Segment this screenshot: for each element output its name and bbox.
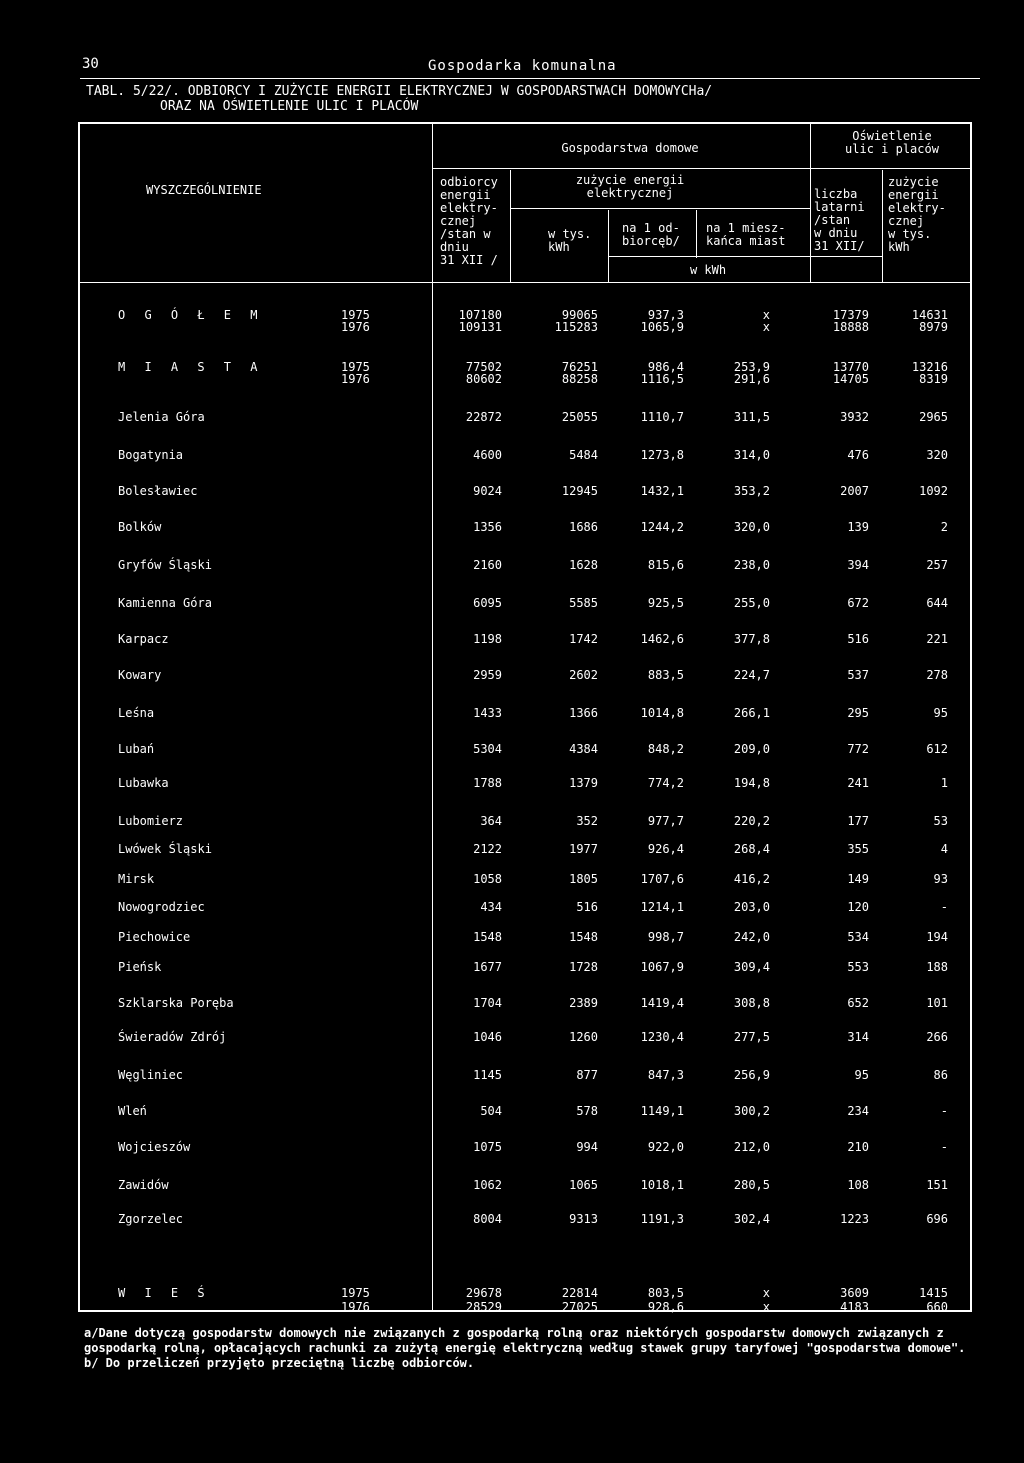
cell-per-resident-kwh: x [762,320,770,334]
table-caption [86,84,712,114]
cell-per-resident-kwh: 242,0 [733,930,770,944]
cell-consumers: 364 [480,814,502,828]
cell-consumers: 6095 [473,596,502,610]
cell-lamps: 652 [847,996,869,1010]
cell-per-consumer-kwh: 937,3 [647,308,684,322]
cell-per-consumer-kwh: 1244,2 [640,520,684,534]
cell-consumption-thousand-kwh: 27025 [561,1300,598,1314]
table-row [0,448,1024,463]
cell-consumption-thousand-kwh: 516 [576,900,598,914]
cell-per-consumer-kwh: 848,2 [647,742,684,756]
cell-per-consumer-kwh: 1214,1 [640,900,684,914]
cell-per-resident-kwh: 220,2 [733,814,770,828]
cell-lamps: 772 [847,742,869,756]
cell-lamps: 139 [847,520,869,534]
row-name: Wojcieszów [118,1140,191,1154]
row-name: Kamienna Góra [118,596,212,610]
cell-lighting-consumption: - [940,900,948,914]
cell-lighting-consumption: 188 [926,960,948,974]
cell-lamps: 537 [847,668,869,682]
header-consumption: zużycie energii elektrycznej [575,173,685,200]
header-rule [80,78,980,79]
cell-per-resident-kwh: 203,0 [733,900,770,914]
cell-per-resident-kwh: 353,2 [733,484,770,498]
cell-lamps: 210 [847,1140,869,1154]
cell-per-consumer-kwh: 925,5 [647,596,684,610]
row-name: Nowogrodziec [118,900,205,914]
cell-consumers: 1046 [473,1030,502,1044]
cell-per-consumer-kwh: 926,4 [647,842,684,856]
header-per-resident: na 1 miesz- kańca miast [706,221,786,248]
cell-lamps: 476 [847,448,869,462]
row-name: Pieńsk [118,960,162,974]
row-name: Lubomierz [118,814,184,828]
table-row [0,1286,1024,1301]
header-thousand-kwh: w tys. kWh [548,227,592,254]
cell-per-resident-kwh: 291,6 [733,372,770,386]
header-in-kwh: w kWh [689,263,727,277]
cell-per-resident-kwh: 238,0 [733,558,770,572]
row-name: Lubań [118,742,155,756]
cell-lamps: 95 [854,1068,869,1082]
cell-consumption-thousand-kwh: 12945 [561,484,598,498]
row-year: 1976 [341,320,370,334]
row-name: Bolków [118,520,162,534]
cell-per-resident-kwh: x [762,1300,770,1314]
cell-consumers: 1145 [473,1068,502,1082]
table-row [0,1030,1024,1045]
cell-consumption-thousand-kwh: 76251 [561,360,598,374]
table-row [0,668,1024,683]
cell-per-resident-kwh: 416,2 [733,872,770,886]
table-row [0,742,1024,757]
cell-consumers: 1548 [473,930,502,944]
table-row [0,596,1024,611]
header-lighting-consumption: zużycie energii elektry- cznej w tys. kWh [888,175,946,254]
footnote: a/Dane dotyczą gospodarstw domowych nie związanych z gospodarką rolną oraz niektórych gospodarstw domowych związanych z gospodarką rolną, opłacających rachunki za zużytą energię elektryczną według stawek grupy taryfowej "gospodarstwa domowe". b/ Do przeliczeń przyjęto przeciętną liczbę odbiorców. [84,1326,966,1370]
row-name: Bolesławiec [118,484,198,498]
cell-consumers: 504 [480,1104,502,1118]
header-households: Gospodarstwa domowe [561,141,699,155]
cell-consumers: 80602 [465,372,502,386]
table-row [0,632,1024,647]
header-hline-bottom [78,282,972,283]
table-row [0,900,1024,915]
table-row [0,1212,1024,1227]
row-name: Mirsk [118,872,155,886]
cell-per-consumer-kwh: 928,6 [647,1300,684,1314]
cell-per-resident-kwh: 302,4 [733,1212,770,1226]
cell-lamps: 18888 [832,320,869,334]
row-name: Świeradów Zdrój [118,1030,227,1044]
cell-per-resident-kwh: 309,4 [733,960,770,974]
table-row [0,320,1024,335]
cell-consumption-thousand-kwh: 5484 [569,448,598,462]
cell-per-consumer-kwh: 1014,8 [640,706,684,720]
cell-lighting-consumption: 1092 [919,484,948,498]
table-row [0,558,1024,573]
cell-per-consumer-kwh: 815,6 [647,558,684,572]
cell-per-resident-kwh: 255,0 [733,596,770,610]
table-row [0,706,1024,721]
cell-consumers: 1075 [473,1140,502,1154]
cell-consumers: 8004 [473,1212,502,1226]
cell-consumption-thousand-kwh: 877 [576,1068,598,1082]
col-divider-lighting [810,122,811,282]
table-row [0,1140,1024,1155]
cell-consumers: 5304 [473,742,502,756]
cell-lighting-consumption: - [940,1104,948,1118]
row-name: Jelenia Góra [118,410,205,424]
table-row [0,410,1024,425]
cell-consumers: 2160 [473,558,502,572]
cell-consumption-thousand-kwh: 1548 [569,930,598,944]
table-row [0,872,1024,887]
table-row [0,1068,1024,1083]
cell-consumption-thousand-kwh: 994 [576,1140,598,1154]
row-year: 1975 [341,308,370,322]
cell-per-resident-kwh: 209,0 [733,742,770,756]
cell-per-consumer-kwh: 1191,3 [640,1212,684,1226]
cell-lighting-consumption: 194 [926,930,948,944]
cell-lighting-consumption: 2 [940,520,948,534]
cell-lighting-consumption: 95 [933,706,948,720]
table-row [0,1178,1024,1193]
cell-per-consumer-kwh: 1707,6 [640,872,684,886]
cell-per-resident-kwh: 253,9 [733,360,770,374]
cell-per-consumer-kwh: 1110,7 [640,410,684,424]
cell-per-consumer-kwh: 998,7 [647,930,684,944]
header-lamps: liczba latarni /stan w dniu 31 XII/ [814,187,865,253]
cell-per-consumer-kwh: 1419,4 [640,996,684,1010]
cell-consumption-thousand-kwh: 1379 [569,776,598,790]
cell-consumption-thousand-kwh: 1628 [569,558,598,572]
table-row [0,996,1024,1011]
cell-consumers: 1058 [473,872,502,886]
col-divider-c1 [510,170,511,282]
header-lighting: Oświetlenie ulic i placów [845,129,939,156]
cell-lamps: 241 [847,776,869,790]
cell-consumption-thousand-kwh: 1805 [569,872,598,886]
cell-lamps: 394 [847,558,869,572]
col-divider-c3 [696,210,697,258]
cell-per-resident-kwh: 280,5 [733,1178,770,1192]
row-name: Lwówek Śląski [118,842,212,856]
table-row [0,842,1024,857]
cell-per-resident-kwh: 194,8 [733,776,770,790]
row-name: Lubawka [118,776,169,790]
cell-consumers: 2959 [473,668,502,682]
col-divider-c5 [882,170,883,282]
header-per-consumer: na 1 od- biorcęb/ [622,221,680,248]
header-stub: WYSZCZEGÓLNIENIE [146,183,262,197]
cell-lighting-consumption: 8319 [919,372,948,386]
row-name: Kowary [118,668,162,682]
cell-consumption-thousand-kwh: 115283 [554,320,598,334]
cell-per-resident-kwh: x [762,308,770,322]
cell-lamps: 355 [847,842,869,856]
row-name: Zawidów [118,1178,169,1192]
row-year: 1975 [341,1286,370,1300]
cell-lighting-consumption: 2965 [919,410,948,424]
cell-consumers: 109131 [458,320,502,334]
row-name: Gryfów Śląski [118,558,212,572]
cell-consumers: 1062 [473,1178,502,1192]
row-name: Zgorzelec [118,1212,184,1226]
cell-per-consumer-kwh: 1432,1 [640,484,684,498]
table-row [0,930,1024,945]
cell-consumers: 1356 [473,520,502,534]
cell-lighting-consumption: 151 [926,1178,948,1192]
cell-lamps: 4183 [840,1300,869,1314]
cell-lighting-consumption: 1415 [919,1286,948,1300]
cell-consumption-thousand-kwh: 578 [576,1104,598,1118]
cell-per-resident-kwh: 314,0 [733,448,770,462]
cell-per-resident-kwh: 277,5 [733,1030,770,1044]
header-hline-kwh [608,256,882,257]
cell-lighting-consumption: 8979 [919,320,948,334]
cell-lamps: 13770 [832,360,869,374]
cell-consumption-thousand-kwh: 22814 [561,1286,598,1300]
page-number: 30 [82,56,99,72]
row-name: Bogatynia [118,448,184,462]
cell-per-resident-kwh: 377,8 [733,632,770,646]
header-hline-top [432,168,972,169]
cell-consumers: 1433 [473,706,502,720]
header-consumers: odbiorcy energii elektry- cznej /stan w dniu 31 XII / [440,175,498,267]
cell-lighting-consumption: 1 [940,776,948,790]
cell-lighting-consumption: 257 [926,558,948,572]
cell-lighting-consumption: 93 [933,872,948,886]
cell-lighting-consumption: 13216 [911,360,948,374]
table-row [0,960,1024,975]
cell-lighting-consumption: 4 [940,842,948,856]
cell-consumption-thousand-kwh: 352 [576,814,598,828]
cell-lighting-consumption: 612 [926,742,948,756]
cell-consumption-thousand-kwh: 1065 [569,1178,598,1192]
cell-per-resident-kwh: 224,7 [733,668,770,682]
cell-lighting-consumption: 320 [926,448,948,462]
cell-lamps: 2007 [840,484,869,498]
cell-consumption-thousand-kwh: 1742 [569,632,598,646]
cell-per-consumer-kwh: 1018,1 [640,1178,684,1192]
cell-per-resident-kwh: 308,8 [733,996,770,1010]
cell-consumption-thousand-kwh: 4384 [569,742,598,756]
cell-lamps: 3609 [840,1286,869,1300]
cell-consumption-thousand-kwh: 2389 [569,996,598,1010]
cell-consumers: 1677 [473,960,502,974]
cell-lighting-consumption: 101 [926,996,948,1010]
cell-lighting-consumption: - [940,1140,948,1154]
cell-lamps: 149 [847,872,869,886]
cell-consumption-thousand-kwh: 5585 [569,596,598,610]
cell-lamps: 534 [847,930,869,944]
table-row [0,484,1024,499]
cell-per-consumer-kwh: 803,5 [647,1286,684,1300]
header-hline-sub [510,208,810,209]
cell-lamps: 672 [847,596,869,610]
cell-per-consumer-kwh: 883,5 [647,668,684,682]
cell-per-consumer-kwh: 977,7 [647,814,684,828]
cell-per-resident-kwh: 320,0 [733,520,770,534]
cell-consumption-thousand-kwh: 99065 [561,308,598,322]
cell-consumers: 28529 [465,1300,502,1314]
row-name: Piechowice [118,930,191,944]
running-head: Gospodarka komunalna [428,58,617,74]
cell-per-consumer-kwh: 1149,1 [640,1104,684,1118]
cell-consumers: 4600 [473,448,502,462]
cell-per-resident-kwh: 268,4 [733,842,770,856]
cell-consumers: 1788 [473,776,502,790]
cell-per-consumer-kwh: 986,4 [647,360,684,374]
cell-consumers: 29678 [465,1286,502,1300]
table-row [0,1300,1024,1315]
cell-consumers: 77502 [465,360,502,374]
cell-lamps: 295 [847,706,869,720]
cell-lighting-consumption: 86 [933,1068,948,1082]
cell-lighting-consumption: 696 [926,1212,948,1226]
cell-lamps: 108 [847,1178,869,1192]
cell-lamps: 516 [847,632,869,646]
row-name: M I A S T A [118,360,264,374]
cell-per-consumer-kwh: 1116,5 [640,372,684,386]
cell-per-consumer-kwh: 1230,4 [640,1030,684,1044]
cell-lamps: 314 [847,1030,869,1044]
row-name: Szklarska Poręba [118,996,234,1010]
row-year: 1976 [341,1300,370,1314]
table-row [0,372,1024,387]
row-name: Leśna [118,706,155,720]
cell-lamps: 553 [847,960,869,974]
cell-consumers: 107180 [458,308,502,322]
row-name: Wleń [118,1104,147,1118]
row-year: 1975 [341,360,370,374]
cell-per-resident-kwh: 266,1 [733,706,770,720]
cell-consumption-thousand-kwh: 1366 [569,706,598,720]
row-year: 1976 [341,372,370,386]
caption-line-1: TABL. 5/22/. ODBIORCY I ZUŻYCIE ENERGII ELEKTRYCZNEJ W GOSPODARSTWACH DOMOWYCHa/ [86,84,713,99]
cell-lighting-consumption: 266 [926,1030,948,1044]
cell-consumption-thousand-kwh: 1260 [569,1030,598,1044]
cell-consumption-thousand-kwh: 2602 [569,668,598,682]
cell-consumption-thousand-kwh: 1977 [569,842,598,856]
cell-per-resident-kwh: 256,9 [733,1068,770,1082]
cell-consumers: 9024 [473,484,502,498]
cell-lighting-consumption: 278 [926,668,948,682]
cell-per-consumer-kwh: 922,0 [647,1140,684,1154]
cell-per-resident-kwh: 311,5 [733,410,770,424]
cell-consumption-thousand-kwh: 1686 [569,520,598,534]
table-row [0,814,1024,829]
cell-per-resident-kwh: 300,2 [733,1104,770,1118]
table-row [0,776,1024,791]
row-name: Węgliniec [118,1068,184,1082]
cell-per-consumer-kwh: 1067,9 [640,960,684,974]
row-name: W I E Ś [118,1286,211,1300]
cell-lighting-consumption: 644 [926,596,948,610]
cell-consumers: 434 [480,900,502,914]
cell-per-consumer-kwh: 774,2 [647,776,684,790]
row-name: O G Ó Ł E M [118,308,264,322]
cell-lighting-consumption: 14631 [911,308,948,322]
cell-per-consumer-kwh: 847,3 [647,1068,684,1082]
cell-lamps: 120 [847,900,869,914]
cell-consumption-thousand-kwh: 1728 [569,960,598,974]
table-row [0,520,1024,535]
cell-lighting-consumption: 53 [933,814,948,828]
cell-consumers: 1704 [473,996,502,1010]
cell-per-resident-kwh: 212,0 [733,1140,770,1154]
cell-lamps: 177 [847,814,869,828]
cell-per-consumer-kwh: 1462,6 [640,632,684,646]
cell-lighting-consumption: 221 [926,632,948,646]
cell-lamps: 1223 [840,1212,869,1226]
table-row [0,1104,1024,1119]
cell-consumption-thousand-kwh: 88258 [561,372,598,386]
cell-lamps: 3932 [840,410,869,424]
cell-lamps: 14705 [832,372,869,386]
cell-per-resident-kwh: x [762,1286,770,1300]
cell-lamps: 17379 [832,308,869,322]
cell-per-consumer-kwh: 1065,9 [640,320,684,334]
caption-line-2: ORAZ NA OŚWIETLENIE ULIC I PLACÓW [160,99,419,114]
cell-consumption-thousand-kwh: 25055 [561,410,598,424]
cell-consumption-thousand-kwh: 9313 [569,1212,598,1226]
cell-consumers: 1198 [473,632,502,646]
cell-consumers: 22872 [465,410,502,424]
cell-consumers: 2122 [473,842,502,856]
row-name: Karpacz [118,632,169,646]
cell-lamps: 234 [847,1104,869,1118]
cell-per-consumer-kwh: 1273,8 [640,448,684,462]
cell-lighting-consumption: 660 [926,1300,948,1314]
